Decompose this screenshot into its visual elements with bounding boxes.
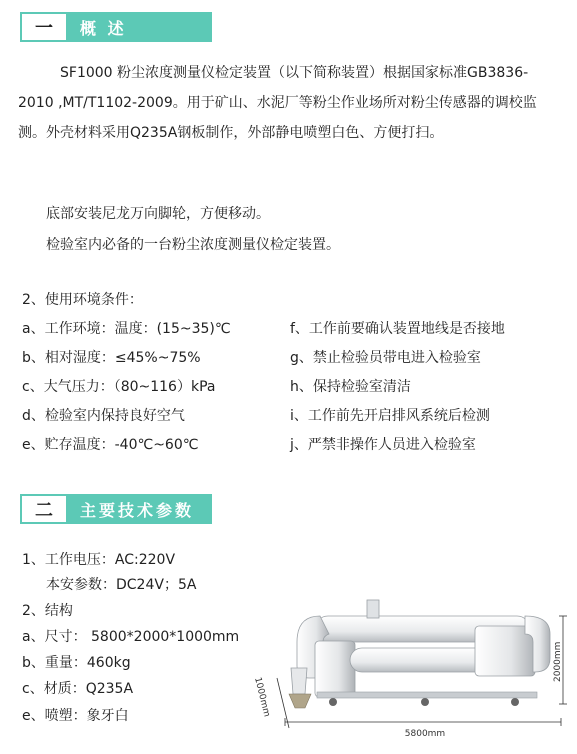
- dim-height-label: 2000mm: [553, 641, 563, 682]
- spec-item: 2、结构: [22, 603, 73, 619]
- env-item: i、工作前先开启排风系统后检测: [290, 408, 490, 424]
- section-number: 二: [20, 494, 68, 524]
- overview-line-casters: 底部安装尼龙万向脚轮，方便移动。: [46, 206, 270, 222]
- env-item: a、工作环境：温度：(15~35)℃: [22, 321, 231, 337]
- spec-item: 本安参数：DC24V；5A: [46, 577, 197, 593]
- device-drawing: [245, 586, 575, 754]
- overview-paragraph: SF1000 粉尘浓度测量仪检定装置（以下简称装置）根据国家标准GB3836-2010 ,MT/T1102-2009。用于矿山、水泥厂等粉尘作业场所对粉尘传感器的调校监测。外壳材料采用Q235A钢板制作，外部静电喷塑白色、方便打扫。: [18, 65, 537, 141]
- spec-item: a、尺寸： 5800*2000*1000mm: [22, 629, 240, 645]
- dimension-height: [553, 616, 567, 704]
- dimension-depth: [252, 676, 289, 728]
- env-item: b、相对湿度：≤45%~75%: [22, 350, 201, 366]
- overview-line-lab: 检验室内必备的一台粉尘浓度测量仪检定装置。: [46, 237, 340, 253]
- section-title: 主要技术参数: [68, 494, 212, 524]
- env-item: e、贮存温度：-40℃~60℃: [22, 437, 199, 453]
- env-item: g、禁止检验员带电进入检验室: [290, 350, 481, 366]
- section-header-specs: [20, 494, 212, 524]
- env-item: j、严禁非操作人员进入检验室: [290, 437, 476, 453]
- spec-item: e、喷塑：象牙白: [22, 708, 129, 724]
- dim-length-label: 5800mm: [404, 729, 446, 739]
- spec-item: b、重量：460kg: [22, 655, 131, 671]
- spec-item: c、材质：Q235A: [22, 681, 134, 697]
- section-header-overview: [20, 12, 212, 42]
- section-title: 概 述: [68, 12, 212, 42]
- env-item: f、工作前要确认装置地线是否接地: [290, 321, 505, 337]
- dimension-length: [285, 718, 561, 739]
- env-item: h、保持检验室清洁: [290, 379, 411, 395]
- device-body: [289, 600, 550, 708]
- section-number: 一: [20, 12, 68, 42]
- env-item: c、大气压力：（80~116）kPa: [22, 379, 216, 395]
- env-conditions-title: 2、使用环境条件：: [22, 292, 143, 308]
- dim-depth-label: 1000mm: [252, 676, 272, 718]
- env-item: d、检验室内保持良好空气: [22, 408, 185, 424]
- spec-item: 1、工作电压：AC:220V: [22, 552, 176, 568]
